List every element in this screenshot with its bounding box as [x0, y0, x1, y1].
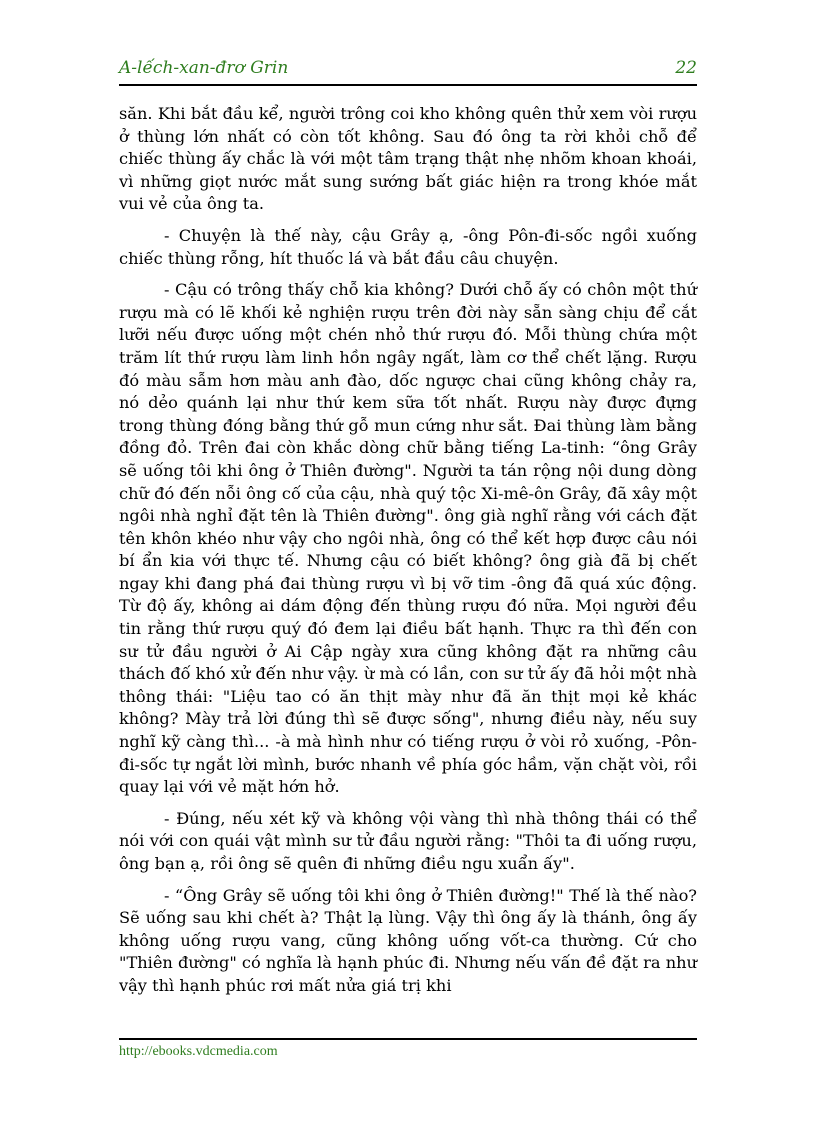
paragraph-4: - Đúng, nếu xét kỹ và không vội vàng thì nhà thông thái có thể nói với con quái vật mình sư tử đầu người rằng: "Thôi ta đi uống rượu, ông bạn ạ, rồi ông sẽ quên đi những điều ngu xuẩn ấy". — [119, 808, 697, 873]
book-author-title: A-lếch-xan-đrơ Grin — [119, 58, 289, 78]
page-number: 22 — [675, 58, 697, 78]
paragraph-5: - “Ông Grây sẽ uống tôi khi ông ở Thiên đường!" Thế là thế nào? Sẽ uống sau khi chết à? Thật lạ lùng. Vậy thì ông ấy là thánh, ông ấy không uống rượu vang, cũng không uống vốt-ca thường. Cứ cho "Thiên đường" có nghĩa là hạnh phúc đi. Nhưng nếu vấn đề đặt ra như vậy thì hạnh phúc rơi mất nửa giá trị khi — [119, 885, 697, 995]
footer-url-link[interactable]: http://ebooks.vdcmedia.com — [119, 1044, 278, 1059]
page-footer — [119, 1038, 697, 1060]
page-header — [119, 56, 697, 86]
paragraph-3: - Cậu có trông thấy chỗ kia không? Dưới chỗ ấy có chôn một thứ rượu mà có lẽ khối kẻ nghiện rượu trên đời này sẵn sàng chịu để cắt lưỡi nếu được uống một chén nhỏ thứ rượu đó. Mỗi thùng chứa một trăm lít thứ rượu làm linh hồn ngây ngất, làm cơ thể chết lặng. Rượu đó màu sẫm hơn màu anh đào, dốc ngược chai cũng không chảy ra, nó dẻo quánh lại như thứ kem sữa tốt nhất. Rượu này được đựng trong thùng đóng bằng thứ gỗ mun cứng như sắt. Đai thùng làm bằng đồng đỏ. Trên đai còn khắc dòng chữ bằng tiếng La-tinh: “ông Grây sẽ uống tôi khi ông ở Thiên đường". Người ta tán rộng nội dung dòng chữ đó đến nỗi ông cố của cậu, nhà quý tộc Xi-mê-ôn Grây, đã xây một ngôi nhà nghỉ đặt tên là Thiên đường". ông già nghĩ rằng với cách đặt tên khôn khéo như vậy cho ngôi nhà, ông có thể kết hợp được câu nói bí ẩn kia với thực tế. Nhưng cậu có biết không? ông già đã bị chết ngay khi đang phá đai thùng rượu vì bị vỡ tim -ông đã quá xúc động. Từ độ ấy, không ai dám động đến thùng rượu đó nữa. Mọi người đều tin rằng thứ rượu quý đó đem lại điều bất hạnh. Thực ra thì đến con sư tử đầu người ở Ai Cập ngày xưa cũng không đặt ra những câu thách đố khó xử đến như vậy. ừ mà có lần, con sư tử ấy đã hỏi một nhà thông thái: "Liệu tao có ăn thịt mày như đã ăn thịt mọi kẻ khác không? Mày trả lời đúng thì sẽ được sống", nhưng điều này, nếu suy nghĩ kỹ càng thì... -à mà hình như có tiếng rượu ở vòi rỏ xuống, -Pôn-đi-sốc tự ngắt lời mình, bước nhanh về phía góc hầm, vặn chặt vòi, rồi quay lại với vẻ mặt hớn hở. — [119, 280, 697, 797]
body-text — [119, 103, 697, 1007]
paragraph-1: săn. Khi bắt đầu kể, người trông coi kho không quên thử xem vòi rượu ở thùng lớn nhất có còn tốt không. Sau đó ông ta rời khỏi chỗ để chiếc thùng ấy chắc là với một tâm trạng thật nhẹ nhõm khoan khoái, vì những giọt nước mắt sung sướng bất giác hiện ra trong khóe mắt vui vẻ của ông ta. — [119, 104, 697, 214]
paragraph-2: - Chuyện là thế này, cậu Grây ạ, -ông Pôn-đi-sốc ngồi xuống chiếc thùng rỗng, hít thuốc lá và bắt đầu câu chuyện. — [119, 225, 697, 268]
